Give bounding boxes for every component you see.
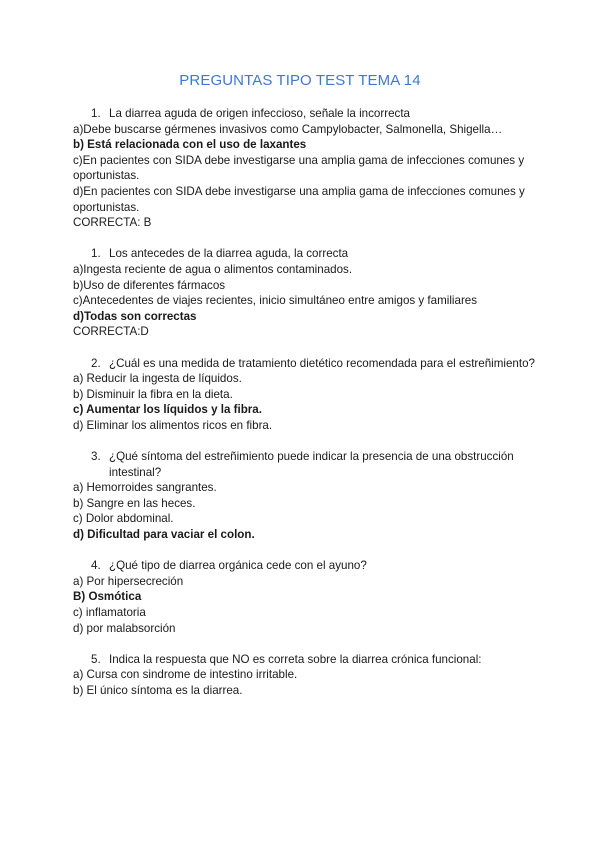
- question-text: Indica la respuesta que NO es correta sobre la diarrea crónica funcional:: [109, 652, 482, 666]
- option-c: c)Antecedentes de viajes recientes, inicio simultáneo entre amigos y familiares: [73, 294, 478, 308]
- option-d: d) Eliminar los alimentos ricos en fibra.: [73, 418, 273, 432]
- question-number: 2.: [91, 356, 101, 370]
- question-list: [73, 106, 553, 699]
- question-3-text: [73, 356, 553, 372]
- question-number: 1.: [91, 107, 101, 120]
- answer-key: CORRECTA:D: [73, 325, 149, 339]
- spacer: [73, 231, 553, 247]
- option-b: b) Sangre en las heces.: [73, 496, 196, 510]
- option-a: a) Cursa con sindrome de intestino irritable.: [73, 668, 298, 682]
- question-number: 3.: [91, 450, 101, 464]
- option-a: a) Hemorroides sangrantes.: [73, 481, 217, 495]
- spacer: [73, 340, 553, 356]
- option-c: c) inflamatoria: [73, 606, 146, 619]
- option-b-correct: B) Osmótica: [73, 590, 142, 604]
- option-d: d) por malabsorción: [73, 621, 176, 635]
- question-5-text: [73, 558, 553, 574]
- question-text: La diarrea aguda de origen infeccioso, señale la incorrecta: [109, 107, 410, 120]
- option-d: [73, 184, 553, 215]
- option-c: [73, 153, 553, 184]
- option-c-line-2: oportunistas.: [73, 169, 140, 183]
- option-d-correct: d) Dificultad para vaciar el colon.: [73, 528, 255, 542]
- option-c-correct: c) Aumentar los líquidos y la fibra.: [73, 403, 262, 417]
- answer-key: CORRECTA: B: [73, 216, 152, 230]
- option-a: a)Ingesta reciente de agua o alimentos contaminados.: [73, 262, 353, 276]
- question-2-text: [73, 246, 553, 262]
- question-number: 5.: [91, 652, 101, 666]
- option-a: a) Reducir la ingesta de líquidos.: [73, 372, 242, 386]
- spacer: [73, 433, 553, 449]
- question-6-text: [73, 652, 553, 668]
- option-b: b) Disminuir la fibra en la dieta.: [73, 387, 233, 401]
- question-4-text: [73, 449, 553, 480]
- option-b-correct: b) Está relacionada con el uso de laxantes: [73, 138, 307, 152]
- question-text: ¿Cuál es una medida de tratamiento dietético recomendada para el estreñimiento?: [109, 356, 535, 370]
- spacer: [73, 636, 553, 652]
- option-a: a) Por hipersecreción: [73, 574, 184, 588]
- question-1-text: [73, 106, 553, 122]
- document-title: PREGUNTAS TIPO TEST TEMA 14: [179, 72, 421, 89]
- option-b: b) El único síntoma es la diarrea.: [73, 683, 243, 697]
- question-number: 4.: [91, 559, 101, 573]
- option-d-line-2: oportunistas.: [73, 200, 140, 214]
- option-b: b)Uso de diferentes fármacos: [73, 278, 226, 292]
- question-text: ¿Qué síntoma del estreñimiento puede indicar la presencia de una obstrucción intestinal?: [109, 450, 514, 479]
- spacer: [73, 543, 553, 559]
- option-d-line-1: d)En pacientes con SIDA debe investigarse una amplia gama de infecciones comunes y: [73, 184, 525, 198]
- question-number: 1.: [91, 247, 101, 261]
- option-d-correct: d)Todas son correctas: [73, 309, 197, 323]
- question-text: ¿Qué tipo de diarrea orgánica cede con el ayuno?: [109, 559, 367, 573]
- option-a: a)Debe buscarse gérmenes invasivos como Campylobacter, Salmonella, Shigella…: [73, 122, 503, 136]
- option-c: c) Dolor abdominal.: [73, 512, 174, 526]
- question-text: Los antecedes de la diarrea aguda, la correcta: [109, 247, 349, 261]
- option-c-line-1: c)En pacientes con SIDA debe investigarse una amplia gama de infecciones comunes y: [73, 153, 525, 167]
